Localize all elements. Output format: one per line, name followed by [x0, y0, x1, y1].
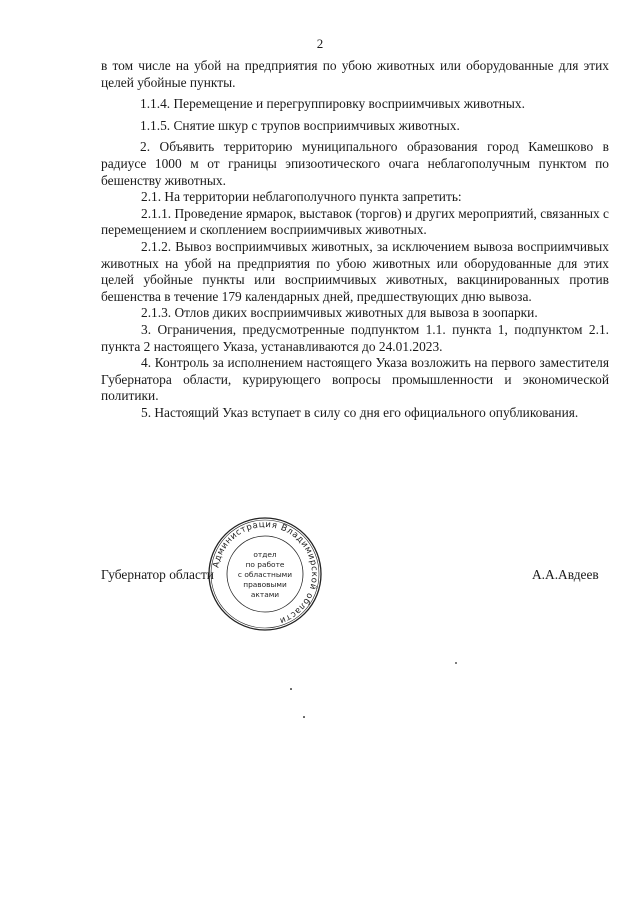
- document-body: [101, 58, 609, 421]
- stamp-line: отдел: [253, 550, 277, 559]
- paragraph: 2. Объявить территорию муниципального образования город Камешково в радиусе 1000 м от границы эпизоотического очага неблагополучным пунктом по бешенству животных.: [101, 139, 609, 188]
- paragraph: 2.1.2. Вывоз восприимчивых животных, за исключением вывоза восприимчивых животных на убой на предприятия по убою животных или оборудованные для этих целей убойные пункты или восприимчивых животных, вакцинированных против бешенства в течение 179 календарных дней, предшествующих дню вывоза.: [101, 238, 609, 304]
- stamp-line: актами: [250, 590, 280, 599]
- scan-speck: [290, 688, 292, 690]
- stamp-ring-text: Администрация Владимирской области: [211, 519, 320, 626]
- stamp-line: с областными: [237, 570, 293, 579]
- paragraph: 1.1.4. Перемещение и перегруппировку восприимчивых животных.: [140, 96, 525, 112]
- paragraph: 2.1. На территории неблагополучного пункта запретить:: [141, 189, 462, 205]
- paragraph: 1.1.5. Снятие шкур с трупов восприимчивых животных.: [140, 117, 460, 133]
- page-number: 2: [316, 36, 324, 51]
- signatory-position: Губернатор области: [101, 567, 214, 582]
- paragraph: в том числе на убой на предприятия по убою животных или оборудованные для этих целей убойные пункты.: [101, 58, 609, 90]
- official-stamp: [207, 516, 323, 632]
- paragraph: 2.1.3. Отлов диких восприимчивых животных для вывоза в зоопарки.: [141, 305, 538, 321]
- paragraph: 5. Настоящий Указ вступает в силу со дня его официального опубликования.: [141, 404, 579, 420]
- stamp-line: правовыми: [243, 580, 287, 589]
- paragraph: 3. Ограничения, предусмотренные подпунктом 1.1. пункта 1, подпунктом 2.1. пункта 2 настоящего Указа, устанавливаются до 24.01.2023.: [101, 321, 609, 354]
- scan-speck: [455, 662, 457, 664]
- signatory-name: А.А.Авдеев: [532, 567, 599, 582]
- paragraph: 4. Контроль за исполнением настоящего Указа возложить на первого заместителя Губернатора области, курирующего вопросы промышленности и экономической политики.: [101, 355, 609, 404]
- stamp-line: по работе: [245, 560, 285, 569]
- paragraph: 2.1.1. Проведение ярмарок, выставок (торгов) и других мероприятий, связанных с перемещением и скоплением восприимчивых животных.: [101, 205, 609, 238]
- scan-speck: [303, 716, 305, 718]
